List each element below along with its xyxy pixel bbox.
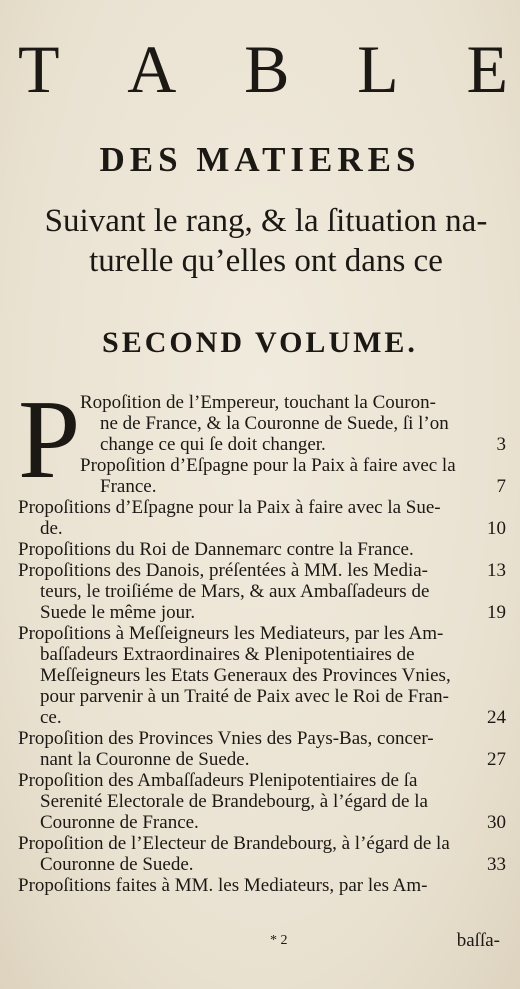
toc-entry bbox=[18, 560, 514, 623]
entry-line: Suede le même jour. bbox=[40, 602, 196, 623]
entry-line: Propoſition d’Eſpagne pour la Paix à faire avec la bbox=[80, 455, 456, 476]
page-number: 10 bbox=[487, 518, 506, 539]
page-number: 7 bbox=[496, 476, 506, 497]
toc-entry bbox=[18, 623, 514, 728]
table-of-contents bbox=[18, 378, 514, 896]
catchword: baſſa- bbox=[456, 930, 500, 951]
page-number: 27 bbox=[487, 749, 506, 770]
table-title bbox=[18, 31, 508, 107]
entry-line: nant la Couronne de Suede. bbox=[40, 749, 250, 770]
toc-entry bbox=[18, 875, 514, 896]
title-letter: T bbox=[18, 31, 60, 107]
page-number: 3 bbox=[496, 434, 506, 455]
title-letter: L bbox=[357, 31, 399, 107]
toc-entry bbox=[18, 833, 514, 875]
toc-entry bbox=[18, 770, 514, 833]
signature-mark: * 2 bbox=[270, 933, 288, 948]
entry-line: ne de France, & la Couronne de Suede, ſi l’on bbox=[100, 413, 449, 434]
title-letter: B bbox=[244, 31, 290, 107]
entry-line: teurs, le troiſiéme de Mars, & aux Ambaſſadeurs de bbox=[40, 581, 430, 602]
entry-line: ce. bbox=[40, 707, 62, 728]
entry-line: Ropoſition de l’Empereur, touchant la Couron- bbox=[80, 392, 436, 413]
page-number: 24 bbox=[487, 707, 506, 728]
entry-line: baſſadeurs Extraordinaires & Plenipotentiaires de bbox=[40, 644, 415, 665]
entry-line: pour parvenir à un Traité de Paix avec le Roi de Fran- bbox=[40, 686, 449, 707]
entry-line: Propoſitions faites à MM. les Mediateurs, par les Am- bbox=[18, 875, 428, 896]
entry-line: Propoſitions d’Eſpagne pour la Paix à faire avec la Sue- bbox=[18, 497, 441, 518]
entry-line: Propoſitions à Meſſeigneurs les Mediateurs, par les Am- bbox=[18, 623, 444, 644]
entry-line: France. bbox=[100, 476, 157, 497]
volume-heading: SECOND VOLUME. bbox=[102, 326, 418, 359]
entry-line: Propoſition de l’Electeur de Brandebourg, à l’égard de la bbox=[18, 833, 450, 854]
entry-line: Propoſitions du Roi de Dannemarc contre la France. bbox=[18, 539, 414, 560]
toc-entry bbox=[18, 728, 514, 770]
entry-line: Couronne de France. bbox=[40, 812, 199, 833]
subtitle: DES MATIERES bbox=[99, 140, 421, 179]
entry-line: Propoſition des Ambaſſadeurs Plenipotentiaires de ſa bbox=[18, 770, 418, 791]
entry-line: Serenité Electorale de Brandebourg, à l’égard de la bbox=[40, 791, 428, 812]
toc-entry bbox=[18, 455, 514, 497]
page-number: 30 bbox=[487, 812, 506, 833]
page-number: 13 bbox=[487, 560, 506, 581]
page-number: 33 bbox=[487, 854, 506, 875]
drop-cap: P bbox=[18, 378, 81, 502]
title-letter: A bbox=[127, 31, 177, 107]
title-letter: E bbox=[466, 31, 508, 107]
entry-line: Propoſitions des Danois, préſentées à MM. les Media- bbox=[18, 560, 429, 581]
intro-text bbox=[24, 201, 508, 281]
entry-line: de. bbox=[40, 518, 63, 539]
entry-line: Couronne de Suede. bbox=[40, 854, 194, 875]
entry-line: Meſſeigneurs les Etats Generaux des Provinces Vnies, bbox=[40, 665, 451, 686]
toc-entry bbox=[18, 497, 514, 539]
entry-line: change ce qui ſe doit changer. bbox=[100, 434, 326, 455]
intro-line: Suivant le rang, & la ſituation na- bbox=[44, 203, 488, 239]
intro-line: turelle qu’elles ont dans ce bbox=[89, 243, 443, 279]
page-number: 19 bbox=[487, 602, 506, 623]
entry-line: Propoſition des Provinces Vnies des Pays-Bas, concer- bbox=[18, 728, 434, 749]
